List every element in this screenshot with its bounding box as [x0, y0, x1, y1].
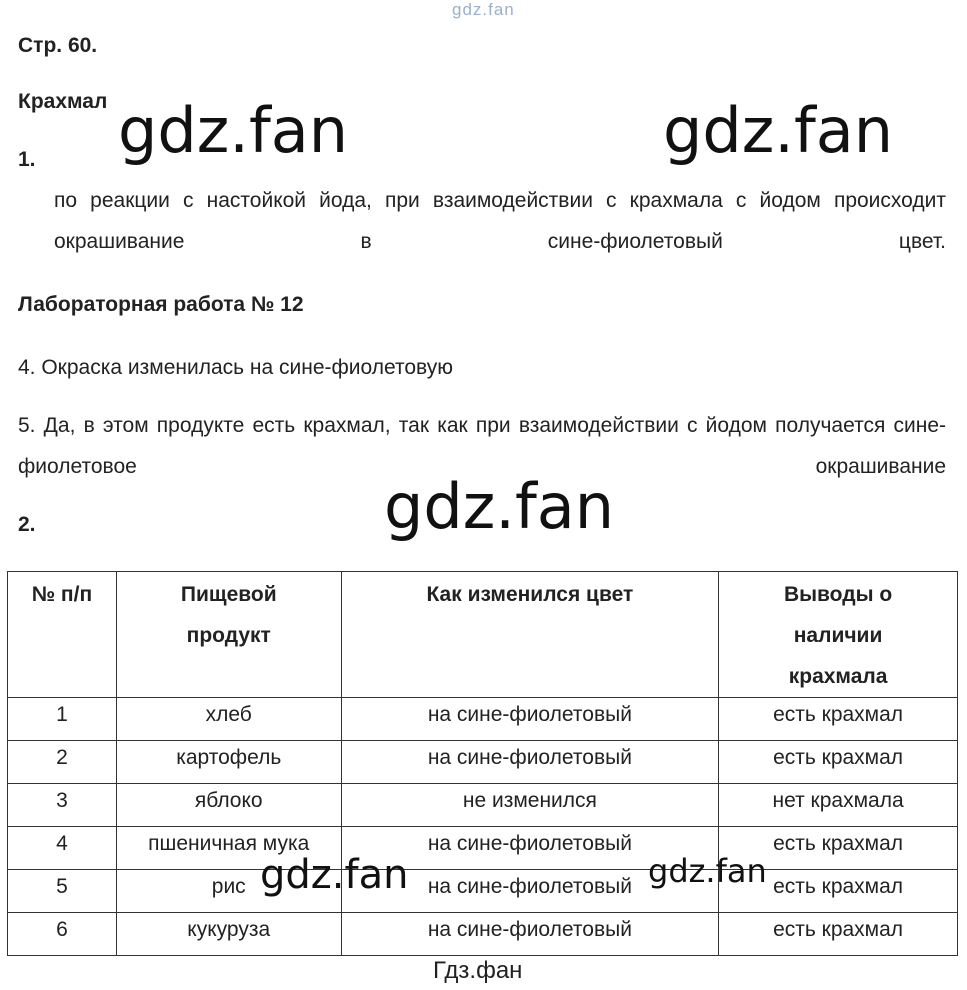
task1-text: по реакции с настойкой йода, при взаимодействии с крахмала с йодом происходит окрашивание в сине-фиолетовый цвет. — [54, 189, 946, 253]
row-conclusion: нет крахмала — [719, 784, 958, 827]
header-number: № п/п — [8, 572, 117, 698]
row-color: на сине-фиолетовый — [341, 698, 719, 741]
row-product: кукуруза — [116, 913, 341, 956]
lab-item-5-text: 5. Да, в этом продукте есть крахмал, так как при взаимодействии с йодом получается сине-фиолетовое окрашивание — [18, 414, 946, 478]
watermark: gdz.fan — [384, 470, 615, 543]
row-conclusion: есть крахмал — [719, 741, 958, 784]
watermark: gdz.fan — [260, 852, 409, 898]
row-product: яблоко — [116, 784, 341, 827]
row-conclusion: есть крахмал — [719, 698, 958, 741]
row-conclusion: есть крахмал — [719, 870, 958, 913]
lab-title: Лабораторная работа № 12 — [18, 293, 304, 316]
row-conclusion: есть крахмал — [719, 827, 958, 870]
row-color: на сине-фиолетовый — [341, 827, 719, 870]
table-row — [8, 827, 958, 870]
table-row — [8, 698, 958, 741]
task1-number: 1. — [18, 148, 36, 171]
watermark: gdz.fan — [648, 852, 767, 890]
row-number: 6 — [8, 913, 117, 956]
row-number: 1 — [8, 698, 117, 741]
section-title: Крахмал — [18, 90, 108, 113]
row-number: 4 — [8, 827, 117, 870]
row-product: картофель — [116, 741, 341, 784]
table-row — [8, 913, 958, 956]
row-number: 5 — [8, 870, 117, 913]
header-conclusion: Выводы о наличии крахмала — [719, 572, 958, 698]
table-row — [8, 870, 958, 913]
watermark: gdz.fan — [663, 94, 894, 167]
row-color: на сине-фиолетовый — [341, 741, 719, 784]
row-color: на сине-фиолетовый — [341, 913, 719, 956]
top-watermark: gdz.fan — [452, 0, 515, 19]
table-row — [8, 741, 958, 784]
table-row — [8, 784, 958, 827]
table-header-row — [8, 572, 958, 698]
row-color: не изменился — [341, 784, 719, 827]
page-number: Стр. 60. — [18, 34, 98, 57]
header-color-change: Как изменился цвет — [341, 572, 719, 698]
task1-answer — [54, 180, 946, 262]
header-product: Пищевой продукт — [116, 572, 341, 698]
footer-label: Гдз.фан — [433, 957, 523, 984]
row-number: 2 — [8, 741, 117, 784]
lab-item-4: 4. Окраска изменилась на сине-фиолетовую — [18, 356, 453, 379]
row-product: пшеничная мука — [116, 827, 341, 870]
watermark: gdz.fan — [118, 94, 349, 167]
row-number: 3 — [8, 784, 117, 827]
row-color: на сине-фиолетовый — [341, 870, 719, 913]
row-product: рис — [116, 870, 341, 913]
row-product: хлеб — [116, 698, 341, 741]
starch-table — [7, 571, 958, 956]
task2-number: 2. — [18, 513, 36, 536]
row-conclusion: есть крахмал — [719, 913, 958, 956]
